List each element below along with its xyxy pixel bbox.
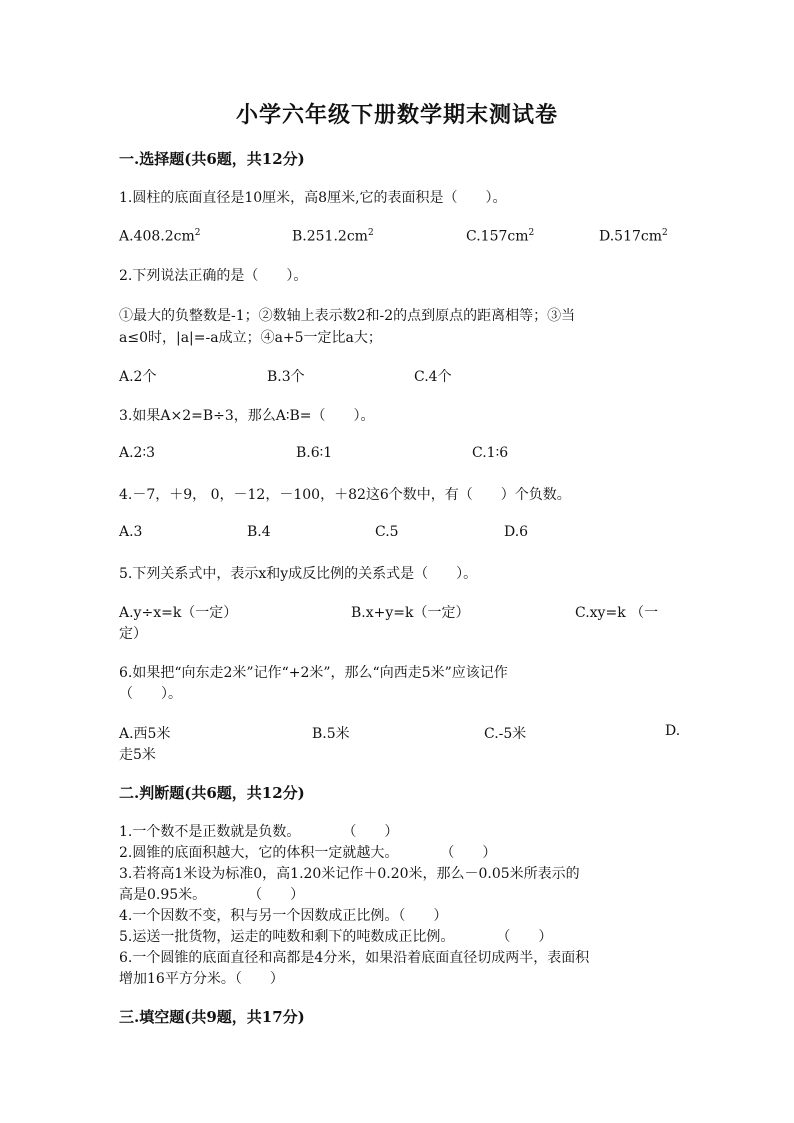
judge-item-2: 2.圆锥的底面积越大，它的体积一定就越大。 （ ）: [119, 845, 497, 861]
question-3-option-a: A.2∶3: [119, 445, 156, 461]
question-6-option-d: D.: [665, 723, 681, 739]
question-6-option-c: C.-5米: [484, 726, 527, 742]
judge-item-1: 1.一个数不是正数就是负数。 （ ）: [119, 824, 399, 840]
question-1-option-a: $A.408.2cm^2$: [119, 228, 201, 245]
question-5-stem: 5.下列关系式中，表示x和y成反比例的关系式是（ ）。: [119, 566, 478, 582]
judge-item-5: 5.运送一批货物，运走的吨数和剩下的吨数成正比例。 （ ）: [119, 929, 553, 945]
question-3-option-b: B.6∶1: [296, 445, 333, 461]
question-5-option-c-continued: 定）: [119, 626, 147, 642]
question-4-stem: 4.－7，＋9， 0，－12，－100，＋82这6个数中，有（ ）个负数。: [119, 487, 571, 503]
question-5-option-c: C.xy=k （一: [575, 605, 659, 621]
question-2-stem: 2.下列说法正确的是（ ）。: [119, 268, 308, 284]
section-heading-judge: 二.判断题(共6题，共12分): [119, 784, 305, 802]
question-6-option-b: B.5米: [312, 726, 350, 742]
question-2-option-c: C.4个: [414, 369, 452, 385]
question-4-option-d: D.6: [504, 524, 529, 540]
question-6-stem-line-1: 6.如果把“向东走2米”记作“+2米”，那么“向西走5米”应该记作: [119, 665, 508, 681]
question-4-option-a: A.3: [119, 524, 143, 540]
judge-item-3-continued: 高是0.95米。 （ ）: [119, 887, 305, 903]
question-5-option-a: A.y÷x=k（一定）: [119, 605, 238, 621]
question-3-stem: 3.如果A×2=B÷3，那么A∶B=（ ）。: [119, 408, 375, 424]
question-3-option-c: C.1∶6: [472, 445, 509, 461]
judge-item-6: 6.一个圆锥的底面直径和高都是4分米，如果沿着底面直径切成两半，表面积: [119, 950, 590, 966]
question-1-stem: 1.圆柱的底面直径是10厘米，高8厘米,它的表面积是（ ）。: [119, 190, 507, 206]
question-6-option-a: A.西5米: [119, 726, 171, 742]
question-6-option-d-continued: 走5米: [119, 747, 156, 763]
question-1-option-b: $B.251.2cm^2$: [292, 228, 374, 245]
section-heading-choice: 一.选择题(共6题，共12分): [119, 150, 305, 168]
question-2-statements-line-2: a≤0时，|a|=-a成立；④a+5一定比a大；: [119, 330, 382, 346]
question-5-option-b: B.x+y=k（一定）: [351, 605, 470, 621]
question-1-option-c: $C.157cm^2$: [466, 228, 535, 245]
page-title: 小学六年级下册数学期末测试卷: [235, 102, 558, 128]
question-4-option-b: B.4: [247, 524, 271, 540]
judge-item-6-continued: 增加16平方分米。（ ）: [119, 971, 284, 987]
section-heading-fill: 三.填空题(共9题，共17分): [119, 1008, 305, 1026]
question-2-statements-line-1: ①最大的负整数是-1；②数轴上表示数2和-2的点到原点的距离相等；③当: [119, 308, 576, 324]
question-2-option-a: A.2个: [119, 369, 157, 385]
judge-item-3: 3.若将高1米设为标准0，高1.20米记作＋0.20米，那么－0.05米所表示的: [119, 866, 580, 882]
question-4-option-c: C.5: [375, 524, 399, 540]
question-6-stem-line-2: （ ）。: [119, 686, 182, 702]
judge-item-4: 4.一个因数不变，积与另一个因数成正比例。（ ）: [119, 908, 448, 924]
question-1-option-d: $D.517cm^2$: [599, 228, 668, 245]
question-2-option-b: B.3个: [267, 369, 305, 385]
